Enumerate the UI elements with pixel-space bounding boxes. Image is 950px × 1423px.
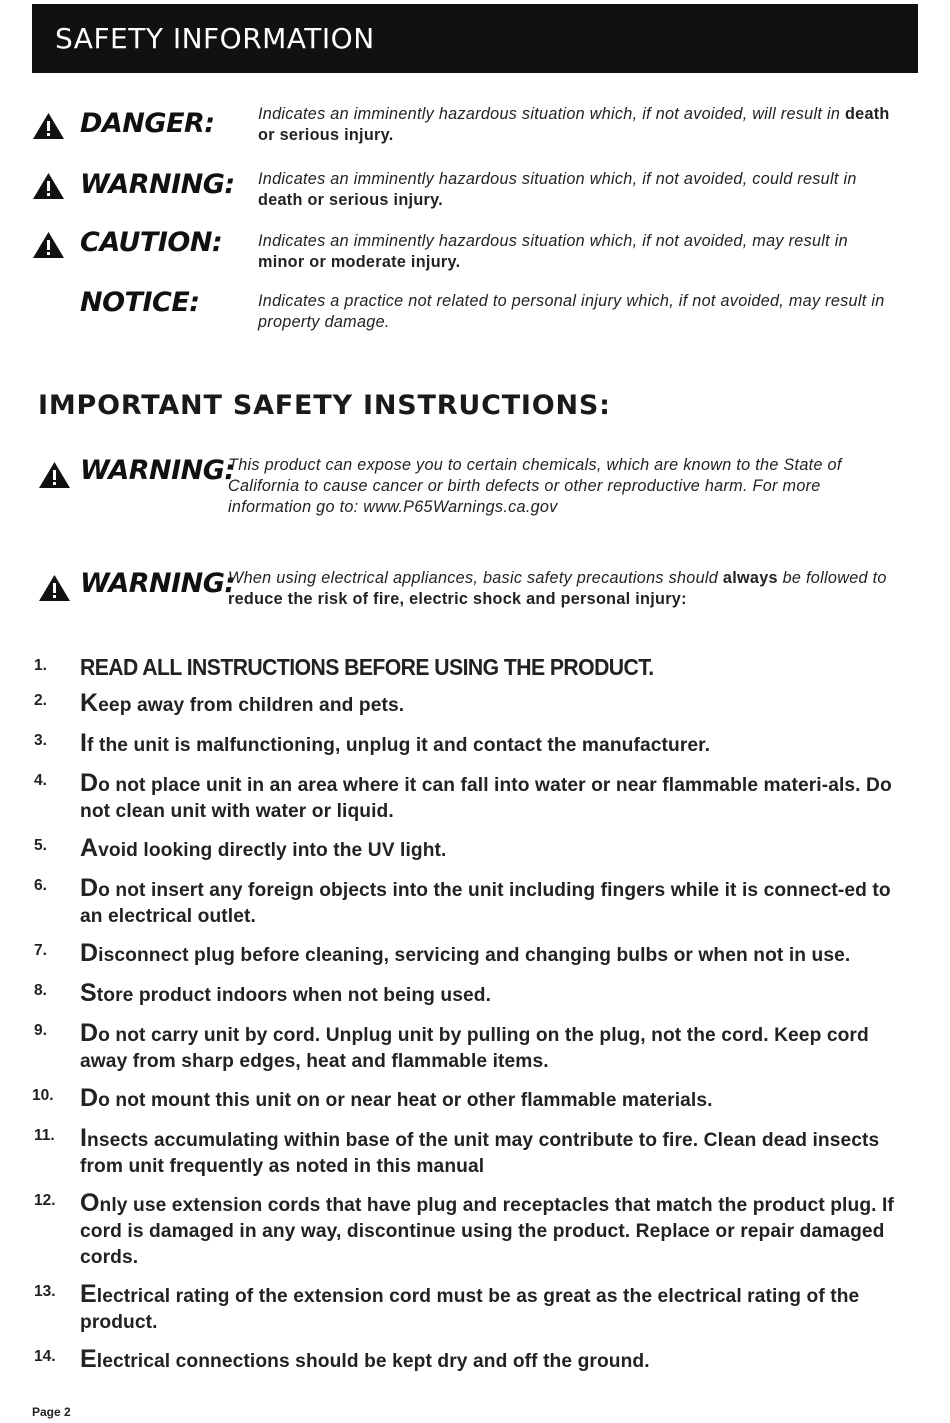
hazard-desc-bold: death or serious injury. <box>258 191 444 209</box>
instruction-text <box>80 730 910 759</box>
section-heading: IMPORTANT SAFETY INSTRUCTIONS: <box>38 390 611 421</box>
hazard-desc-bold: minor or moderate injury. <box>258 253 461 271</box>
instruction-dropcap: S <box>80 979 97 1007</box>
warning-triangle-icon <box>38 461 71 489</box>
instruction-rest: lectrical connections should be kept dry and off the ground. <box>96 1351 650 1372</box>
page-number: Page 2 <box>32 1405 71 1419</box>
instruction-number: 10. <box>32 1087 54 1104</box>
instruction-number: 1. <box>34 657 47 674</box>
instruction-number: 8. <box>34 982 47 999</box>
hazard-desc-text: Indicates an imminently hazardous situation which, if not avoided, could result in <box>258 170 857 188</box>
hazard-description-danger <box>258 104 898 146</box>
warning-emphasis: reduce the risk of fire, electric shock and personal injury: <box>228 590 687 608</box>
instruction-text <box>80 1190 910 1271</box>
warning-text: When using electrical appliances, basic safety precautions should <box>228 569 723 587</box>
instruction-dropcap: I <box>80 729 88 757</box>
instruction-rest: void looking directly into the UV light. <box>98 840 447 861</box>
instruction-rest: o not place unit in an area where it can fall into water or near flammable materi-als. Do not clean unit with water or liquid. <box>80 775 892 822</box>
instruction-text <box>80 690 910 719</box>
header-bar <box>32 4 918 73</box>
warning-triangle-icon <box>38 574 71 602</box>
instruction-dropcap: D <box>80 939 99 967</box>
instruction-number: 2. <box>34 692 47 709</box>
instruction-dropcap: O <box>80 1189 100 1217</box>
instruction-dropcap: D <box>80 1084 99 1112</box>
instruction-dropcap: D <box>80 1019 99 1047</box>
instruction-text <box>80 940 910 969</box>
instruction-dropcap: A <box>80 834 99 862</box>
hazard-term-caution: CAUTION: <box>80 227 223 258</box>
instruction-rest: f the unit is malfunctioning, unplug it and contact the manufacturer. <box>87 735 711 756</box>
warning-description <box>228 568 908 610</box>
instruction-text <box>80 1125 910 1180</box>
instruction-number: 7. <box>34 942 47 959</box>
instruction-text <box>80 1085 910 1114</box>
instruction-dropcap: K <box>80 689 99 717</box>
instruction-number: 13. <box>34 1283 56 1300</box>
instruction-dropcap: D <box>80 769 99 797</box>
instruction-text <box>80 835 910 864</box>
instruction-text <box>80 1020 910 1075</box>
instruction-number: 14. <box>34 1348 56 1365</box>
instruction-rest: eep away from children and pets. <box>98 695 405 716</box>
instruction-number: 11. <box>34 1127 55 1144</box>
instruction-dropcap: E <box>80 1280 97 1308</box>
instruction-rest: tore product indoors when not being used. <box>96 985 492 1006</box>
instruction-rest: o not mount this unit on or near heat or other flammable materials. <box>98 1090 713 1111</box>
warning-triangle-icon <box>32 112 65 140</box>
warning-triangle-icon <box>32 172 65 200</box>
instruction-number: 9. <box>34 1022 47 1039</box>
instruction-rest: nsects accumulating within base of the unit may contribute to fire. Clean dead insects from unit frequently as noted in this manual <box>80 1130 880 1177</box>
hazard-description-caution <box>258 231 898 273</box>
instruction-text <box>80 1346 910 1375</box>
instruction-rest: isconnect plug before cleaning, servicing and changing bulbs or when not in use. <box>98 945 851 966</box>
hazard-term-warning: WARNING: <box>80 169 235 200</box>
hazard-desc-text: Indicates an imminently hazardous situation which, if not avoided, may result in <box>258 232 848 250</box>
instruction-number: 12. <box>34 1192 56 1209</box>
warning-term: WARNING: <box>80 455 235 486</box>
instruction-rest: o not insert any foreign objects into the unit including fingers while it is connect-ed to an electrical outlet. <box>80 880 891 927</box>
instruction-text <box>80 875 910 930</box>
instruction-dropcap: E <box>80 1345 97 1373</box>
warning-text: be followed to <box>777 569 887 587</box>
hazard-term-notice: NOTICE: <box>80 287 200 318</box>
hazard-desc-bold: death or serious injury. <box>258 105 890 144</box>
instruction-number: 6. <box>34 877 47 894</box>
instruction-rest: o not carry unit by cord. Unplug unit by pulling on the plug, not the cord. Keep cord away from sharp edges, heat and flammable items. <box>80 1025 869 1072</box>
instruction-rest: nly use extension cords that have plug and receptacles that match the product plug. If cord is damaged in any way, discontinue using the product. Replace or repair damaged cords. <box>80 1195 894 1268</box>
hazard-description-warning <box>258 169 898 211</box>
instruction-dropcap: I <box>80 1124 88 1152</box>
instruction-number: 3. <box>34 732 47 749</box>
instruction-rest: lectrical rating of the extension cord must be as great as the electrical rating of the product. <box>80 1286 860 1333</box>
hazard-desc-text: Indicates a practice not related to personal injury which, if not avoided, may result in property damage. <box>258 292 885 331</box>
hazard-term-danger: DANGER: <box>80 108 215 139</box>
warning-emphasis: always <box>722 569 778 587</box>
hazard-description-notice <box>258 291 898 333</box>
warning-term: WARNING: <box>80 568 235 599</box>
page-title: SAFETY INFORMATION <box>55 22 375 55</box>
instruction-number: 4. <box>34 772 47 789</box>
instruction-text: READ ALL INSTRUCTIONS BEFORE USING THE PRODUCT. <box>80 654 654 680</box>
instruction-text <box>80 1281 910 1336</box>
instruction-text <box>80 980 910 1009</box>
warning-triangle-icon <box>32 231 65 259</box>
hazard-desc-text: Indicates an imminently hazardous situation which, if not avoided, will result in <box>258 105 845 123</box>
instruction-dropcap: D <box>80 874 99 902</box>
warning-description: This product can expose you to certain chemicals, which are known to the State of California to cause cancer or birth defects or other reproductive harm. For more information go to: www.P65Warnings.ca.gov <box>228 456 842 516</box>
instruction-number: 5. <box>34 837 47 854</box>
instruction-text <box>80 770 910 825</box>
